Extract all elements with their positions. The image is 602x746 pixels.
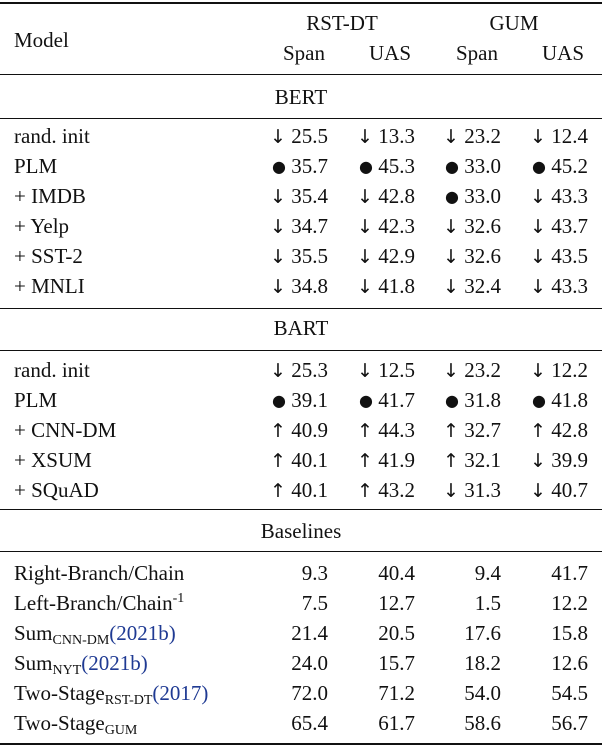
metric-header-gum-uas: UAS xyxy=(541,41,585,65)
score-value: 21.4 xyxy=(291,621,328,645)
arrow-down-icon: ↓ xyxy=(357,126,373,148)
score-value: 41.8 xyxy=(551,388,588,412)
arrow-down-icon: ↓ xyxy=(530,246,546,268)
score-value: 41.7 xyxy=(378,388,415,412)
score-cell xyxy=(378,591,415,615)
score-value: 40.9 xyxy=(291,418,328,442)
metric-header-rst-uas: UAS xyxy=(368,41,412,65)
score-value: 54.0 xyxy=(464,681,501,705)
row-model-name xyxy=(14,154,57,178)
arrow-down-icon: ↓ xyxy=(530,480,546,502)
model-name-text: + SST-2 xyxy=(14,244,83,268)
score-cell xyxy=(357,418,415,443)
score-cell xyxy=(475,561,501,585)
score-value: 43.7 xyxy=(551,214,588,238)
row-model-name xyxy=(14,124,90,148)
score-cell xyxy=(270,358,328,383)
arrow-down-icon: ↓ xyxy=(530,216,546,238)
bullet-icon: ● xyxy=(445,391,459,410)
score-cell xyxy=(445,184,501,209)
arrow-down-icon: ↓ xyxy=(270,246,286,268)
score-value: 39.9 xyxy=(551,448,588,472)
score-cell xyxy=(357,274,415,299)
bullet-icon: ● xyxy=(445,157,459,176)
score-value: 45.3 xyxy=(378,154,415,178)
score-cell xyxy=(357,124,415,149)
score-cell xyxy=(270,274,328,299)
arrow-down-icon: ↓ xyxy=(270,360,286,382)
score-value: 32.7 xyxy=(464,418,501,442)
score-cell xyxy=(530,274,588,299)
score-value: 1.5 xyxy=(474,591,501,615)
score-cell xyxy=(378,651,415,675)
score-value: 61.7 xyxy=(378,711,415,735)
score-value: 58.6 xyxy=(464,711,501,735)
bullet-icon: ● xyxy=(532,157,546,176)
arrow-down-icon: ↓ xyxy=(357,246,373,268)
score-value: 43.3 xyxy=(551,184,588,208)
score-value: 56.7 xyxy=(551,711,588,735)
score-value: 72.0 xyxy=(291,681,328,705)
score-cell xyxy=(378,561,415,585)
model-name-text: Sum xyxy=(14,651,53,675)
score-value: 13.3 xyxy=(378,124,415,148)
score-cell xyxy=(445,154,501,179)
score-cell xyxy=(551,711,588,735)
arrow-down-icon: ↓ xyxy=(357,360,373,382)
model-name-text: + SQuAD xyxy=(14,478,99,502)
score-cell xyxy=(551,561,588,585)
score-cell xyxy=(270,124,328,149)
score-value: 35.7 xyxy=(291,154,328,178)
top-rule xyxy=(0,2,602,4)
bullet-icon: ● xyxy=(272,157,286,176)
score-cell xyxy=(357,448,415,473)
score-cell xyxy=(532,388,588,413)
arrow-up-icon: ↑ xyxy=(357,450,373,472)
score-cell xyxy=(530,448,588,473)
score-value: 12.2 xyxy=(551,358,588,382)
score-value: 40.1 xyxy=(291,478,328,502)
model-name-text: Right-Branch/Chain xyxy=(14,561,185,585)
arrow-up-icon: ↑ xyxy=(357,420,373,442)
score-cell xyxy=(443,448,501,473)
section-rule-top xyxy=(0,74,602,75)
row-model-name xyxy=(14,418,116,442)
row-model-name xyxy=(14,388,57,412)
arrow-down-icon: ↓ xyxy=(357,216,373,238)
score-value: 24.0 xyxy=(291,651,328,675)
score-cell xyxy=(530,214,588,239)
score-value: 9.4 xyxy=(474,561,501,585)
score-cell xyxy=(475,591,501,615)
row-model-name xyxy=(14,711,138,738)
score-value: 9.3 xyxy=(301,561,328,585)
score-cell xyxy=(291,711,328,735)
arrow-down-icon: ↓ xyxy=(270,126,286,148)
score-cell xyxy=(532,154,588,179)
score-cell xyxy=(551,621,588,645)
row-model-name xyxy=(14,244,83,268)
score-value: 71.2 xyxy=(378,681,415,705)
score-value: 23.2 xyxy=(464,124,501,148)
section-title: BERT xyxy=(274,85,328,109)
score-cell xyxy=(530,184,588,209)
score-cell xyxy=(530,478,588,503)
bottom-rule xyxy=(0,743,602,745)
model-name-text: PLM xyxy=(14,388,58,412)
score-cell xyxy=(464,651,501,675)
score-value: 12.5 xyxy=(378,358,415,382)
section-rule-bottom xyxy=(0,118,602,119)
arrow-down-icon: ↓ xyxy=(443,360,459,382)
score-value: 32.6 xyxy=(464,214,501,238)
score-value: 42.9 xyxy=(378,244,415,268)
score-value: 25.5 xyxy=(291,124,328,148)
arrow-down-icon: ↓ xyxy=(270,186,286,208)
score-value: 17.6 xyxy=(464,621,501,645)
score-cell xyxy=(357,358,415,383)
bullet-icon: ● xyxy=(445,187,459,206)
score-value: 42.8 xyxy=(551,418,588,442)
section-rule-bottom xyxy=(0,350,602,351)
arrow-up-icon: ↑ xyxy=(270,480,286,502)
model-column-header: Model xyxy=(14,28,69,52)
score-cell xyxy=(443,478,501,503)
arrow-up-icon: ↑ xyxy=(530,420,546,442)
score-value: 15.7 xyxy=(378,651,415,675)
arrow-down-icon: ↓ xyxy=(443,246,459,268)
model-name-text: + CNN-DM xyxy=(14,418,117,442)
row-model-name xyxy=(14,214,69,238)
score-cell xyxy=(357,244,415,269)
score-cell xyxy=(359,154,415,179)
group-header-gum: GUM xyxy=(489,11,539,35)
score-cell xyxy=(291,681,328,705)
arrow-down-icon: ↓ xyxy=(443,126,459,148)
score-value: 41.8 xyxy=(378,274,415,298)
score-value: 25.3 xyxy=(291,358,328,382)
arrow-up-icon: ↑ xyxy=(443,450,459,472)
arrow-down-icon: ↓ xyxy=(530,276,546,298)
score-value: 23.2 xyxy=(464,358,501,382)
score-cell xyxy=(357,478,415,503)
score-cell xyxy=(378,711,415,735)
score-cell xyxy=(443,418,501,443)
score-cell xyxy=(270,418,328,443)
group-header-rst-dt: RST-DT xyxy=(306,11,378,35)
row-model-name xyxy=(14,681,209,708)
row-model-name xyxy=(14,358,90,382)
row-model-name xyxy=(14,621,176,648)
arrow-down-icon: ↓ xyxy=(530,126,546,148)
score-cell xyxy=(270,214,328,239)
score-cell xyxy=(270,244,328,269)
score-value: 54.5 xyxy=(551,681,588,705)
score-cell xyxy=(291,651,328,675)
score-value: 39.1 xyxy=(291,388,328,412)
score-value: 42.3 xyxy=(378,214,415,238)
model-name-text: + IMDB xyxy=(14,184,86,208)
row-model-name xyxy=(14,591,184,615)
bullet-icon: ● xyxy=(532,391,546,410)
metric-header-rst-span: Span xyxy=(283,41,325,65)
score-cell xyxy=(443,274,501,299)
section-rule-top xyxy=(0,308,602,309)
arrow-up-icon: ↑ xyxy=(270,420,286,442)
score-value: 12.6 xyxy=(551,651,588,675)
score-value: 44.3 xyxy=(378,418,415,442)
arrow-down-icon: ↓ xyxy=(357,186,373,208)
score-value: 18.2 xyxy=(464,651,501,675)
arrow-up-icon: ↑ xyxy=(270,450,286,472)
model-superscript: -1 xyxy=(172,591,185,606)
model-name-text: + Yelp xyxy=(14,214,70,238)
score-value: 31.3 xyxy=(464,478,501,502)
arrow-down-icon: ↓ xyxy=(530,186,546,208)
bullet-icon: ● xyxy=(272,391,286,410)
score-cell xyxy=(291,621,328,645)
row-model-name xyxy=(14,478,99,502)
score-cell xyxy=(270,478,328,503)
score-value: 42.8 xyxy=(378,184,415,208)
score-value: 32.1 xyxy=(464,448,501,472)
score-cell xyxy=(359,388,415,413)
model-name-text: rand. init xyxy=(14,124,90,148)
bullet-icon: ● xyxy=(359,391,373,410)
score-cell xyxy=(378,681,415,705)
score-cell xyxy=(272,388,328,413)
score-value: 34.8 xyxy=(291,274,328,298)
score-value: 41.7 xyxy=(551,561,588,585)
section-rule-bottom xyxy=(0,551,602,552)
model-name-text: rand. init xyxy=(14,358,90,382)
score-cell xyxy=(445,388,501,413)
arrow-up-icon: ↑ xyxy=(443,420,459,442)
score-value: 32.4 xyxy=(464,274,501,298)
score-cell xyxy=(530,124,588,149)
score-cell xyxy=(464,711,501,735)
score-value: 43.2 xyxy=(378,478,415,502)
model-name-text: Left-Branch/Chain xyxy=(14,591,173,615)
section-title: Baselines xyxy=(260,519,342,543)
arrow-down-icon: ↓ xyxy=(270,276,286,298)
score-value: 40.7 xyxy=(551,478,588,502)
score-value: 12.7 xyxy=(378,591,415,615)
score-cell xyxy=(357,214,415,239)
citation-link[interactable]: (2021b) xyxy=(81,651,148,675)
model-subscript: NYT xyxy=(52,663,82,678)
score-cell xyxy=(551,651,588,675)
score-value: 65.4 xyxy=(291,711,328,735)
model-name-text: PLM xyxy=(14,154,58,178)
score-value: 15.8 xyxy=(551,621,588,645)
model-subscript: CNN-DM xyxy=(52,633,110,648)
metric-header-gum-span: Span xyxy=(456,41,498,65)
arrow-down-icon: ↓ xyxy=(530,360,546,382)
score-cell xyxy=(270,448,328,473)
score-value: 33.0 xyxy=(464,184,501,208)
score-cell xyxy=(443,244,501,269)
score-cell xyxy=(378,621,415,645)
score-value: 43.3 xyxy=(551,274,588,298)
score-cell xyxy=(530,244,588,269)
score-cell xyxy=(357,184,415,209)
arrow-down-icon: ↓ xyxy=(357,276,373,298)
score-cell xyxy=(530,358,588,383)
arrow-down-icon: ↓ xyxy=(443,480,459,502)
score-cell xyxy=(443,124,501,149)
score-value: 43.5 xyxy=(551,244,588,268)
score-cell xyxy=(551,591,588,615)
score-cell xyxy=(443,358,501,383)
score-cell xyxy=(270,184,328,209)
score-cell xyxy=(443,214,501,239)
score-value: 12.2 xyxy=(551,591,588,615)
model-name-text: Two-Stage xyxy=(14,681,105,705)
model-subscript: RST-DT xyxy=(104,693,153,708)
model-subscript: GUM xyxy=(104,723,138,738)
model-name-text: Sum xyxy=(14,621,53,645)
score-value: 35.4 xyxy=(291,184,328,208)
score-value: 41.9 xyxy=(378,448,415,472)
score-value: 45.2 xyxy=(551,154,588,178)
score-value: 20.5 xyxy=(378,621,415,645)
score-value: 31.8 xyxy=(464,388,501,412)
bullet-icon: ● xyxy=(359,157,373,176)
model-name-text: + MNLI xyxy=(14,274,85,298)
row-model-name xyxy=(14,274,85,298)
score-value: 33.0 xyxy=(464,154,501,178)
arrow-down-icon: ↓ xyxy=(530,450,546,472)
score-cell xyxy=(464,681,501,705)
score-value: 7.5 xyxy=(301,591,328,615)
score-cell xyxy=(302,591,328,615)
arrow-down-icon: ↓ xyxy=(443,276,459,298)
row-model-name xyxy=(14,651,148,678)
model-name-text: + XSUM xyxy=(14,448,92,472)
citation-link[interactable]: (2017) xyxy=(152,681,209,705)
score-value: 12.4 xyxy=(551,124,588,148)
score-cell xyxy=(464,621,501,645)
score-cell xyxy=(530,418,588,443)
arrow-down-icon: ↓ xyxy=(270,216,286,238)
score-value: 32.6 xyxy=(464,244,501,268)
row-model-name xyxy=(14,448,92,472)
score-cell xyxy=(551,681,588,705)
section-title: BART xyxy=(273,316,329,340)
section-rule-top xyxy=(0,509,602,510)
score-value: 34.7 xyxy=(291,214,328,238)
model-name-text: Two-Stage xyxy=(14,711,105,735)
arrow-up-icon: ↑ xyxy=(357,480,373,502)
score-cell xyxy=(272,154,328,179)
score-cell xyxy=(302,561,328,585)
score-value: 40.1 xyxy=(291,448,328,472)
arrow-down-icon: ↓ xyxy=(443,216,459,238)
row-model-name xyxy=(14,561,184,585)
citation-link[interactable]: (2021b) xyxy=(109,621,176,645)
score-value: 40.4 xyxy=(378,561,415,585)
score-value: 35.5 xyxy=(291,244,328,268)
row-model-name xyxy=(14,184,86,208)
